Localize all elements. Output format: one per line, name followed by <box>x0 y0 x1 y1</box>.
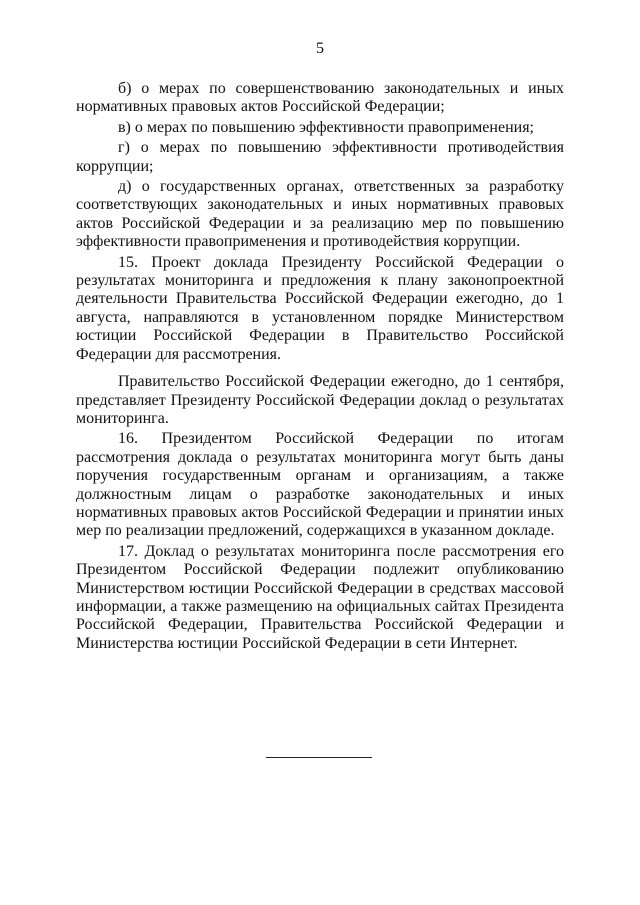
item-15-continuation: Правительство Российской Федерации ежегодно, до 1 сентября, представляет Президенту Российской Федерации доклад о результатах мониторинга. <box>76 373 564 427</box>
item-16: 16. Президентом Российской Федерации по итогам рассмотрения доклада о результатах мониторинга могут быть даны поручения государственным органам и организациям, а также должностным лицам о разработке законодательных и иных нормативных правовых актов Российской Федерации и принятии иных мер по реализации предложений, содержащихся в указанном докладе. <box>76 430 564 540</box>
end-of-document-rule <box>266 757 372 758</box>
clause-d: д) о государственных органах, ответственных за разработку соответствующих законодательных и иных нормативных правовых актов Российской Федерации и за реализацию мер по повышению эффективности правоприменения и противодействия коррупции. <box>76 178 564 251</box>
clause-v: в) о мерах по повышению эффективности правоприменения; <box>118 118 534 136</box>
clause-g: г) о мерах по повышению эффективности противодействия коррупции; <box>76 139 564 175</box>
clause-b: б) о мерах по совершенствованию законодательных и иных нормативных правовых актов Российской Федерации; <box>76 80 564 116</box>
document-body <box>76 80 564 655</box>
page-number: 5 <box>316 40 324 57</box>
item-15: 15. Проект доклада Президенту Российской Федерации о результатах мониторинга и предложения к плану законопроектной деятельности Правительства Российской Федерации ежегодно, до 1 августа, направляются в установленном порядке Министерством юстиции Российской Федерации в Правительство Российской Федерации для рассмотрения. <box>76 253 564 363</box>
item-17: 17. Доклад о результатах мониторинга после рассмотрения его Президентом Российской Федерации подлежит опубликованию Министерством юстиции Российской Федерации в средствах массовой информации, а также размещению на официальных сайтах Президента Российской Федерации, Правительства Российской Федерации и Министерства юстиции Российской Федерации в сети Интернет. <box>76 542 564 652</box>
